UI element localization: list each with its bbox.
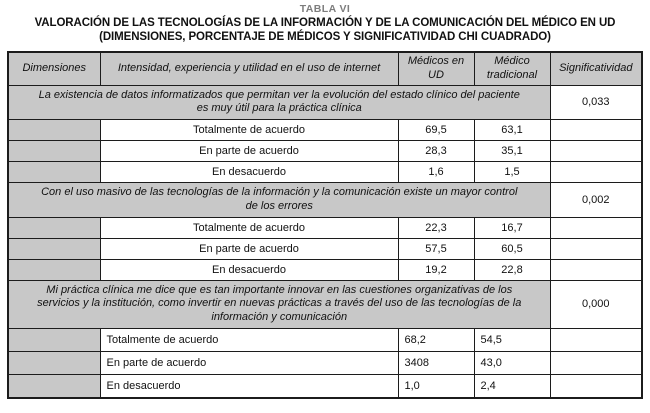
medicos-ud-value: 3408 (398, 351, 474, 374)
table-row (8, 374, 642, 398)
valuation-table (7, 51, 643, 399)
medicos-ud-value: 19,2 (398, 259, 474, 280)
table-row (8, 259, 642, 280)
dimension-row (8, 183, 642, 218)
table-row (8, 120, 642, 141)
col-header-intensidad: Intensidad, experiencia y utilidad en el uso de internet (100, 52, 398, 86)
dimension-spacer-cell (8, 120, 100, 141)
dimension-row (8, 85, 642, 120)
section-1 (8, 85, 642, 183)
significance-value: 0,033 (550, 85, 642, 120)
significance-empty-cell (550, 217, 642, 238)
dimension-spacer-cell (8, 374, 100, 398)
table-row (8, 217, 642, 238)
medico-tradicional-value: 16,7 (474, 217, 550, 238)
col-header-significatividad: Significatividad (550, 52, 642, 86)
medicos-ud-value: 22,3 (398, 217, 474, 238)
title-block (0, 0, 650, 45)
significance-empty-cell (550, 259, 642, 280)
significance-empty-cell (550, 120, 642, 141)
answer-label: Totalmente de acuerdo (100, 217, 398, 238)
dimension-statement: La existencia de datos informatizados que permitan ver la evolución del estado clínico del paciente es muy útil para la práctica clínica (8, 85, 550, 120)
dimension-row (8, 280, 642, 328)
table-row (8, 238, 642, 259)
answer-label: Totalmente de acuerdo (100, 120, 398, 141)
medico-tradicional-value: 54,5 (474, 328, 550, 351)
medico-tradicional-value: 63,1 (474, 120, 550, 141)
dimension-spacer-cell (8, 217, 100, 238)
answer-label: En desacuerdo (100, 374, 398, 398)
significance-value: 0,000 (550, 280, 642, 328)
medicos-ud-value: 57,5 (398, 238, 474, 259)
dimension-spacer-cell (8, 351, 100, 374)
medico-tradicional-value: 35,1 (474, 141, 550, 162)
medicos-ud-value: 1,0 (398, 374, 474, 398)
medicos-ud-value: 68,2 (398, 328, 474, 351)
table-number-label: TABLA VI (299, 3, 351, 15)
significance-empty-cell (550, 351, 642, 374)
significance-empty-cell (550, 162, 642, 183)
dimension-spacer-cell (8, 328, 100, 351)
significance-value: 0,002 (550, 183, 642, 218)
answer-label: En parte de acuerdo (100, 351, 398, 374)
table-header-row (8, 52, 642, 86)
answer-label: En desacuerdo (100, 259, 398, 280)
dimension-statement: Con el uso masivo de las tecnologías de la información y la comunicación existe un mayor control de los errores (8, 183, 550, 218)
table-row (8, 162, 642, 183)
page-subtitle: (DIMENSIONES, PORCENTAJE DE MÉDICOS Y SIGNIFICATIVIDAD CHI CUADRADO) (99, 31, 551, 44)
answer-label: Totalmente de acuerdo (100, 328, 398, 351)
table-row (8, 351, 642, 374)
medico-tradicional-value: 1,5 (474, 162, 550, 183)
significance-empty-cell (550, 328, 642, 351)
answer-label: En parte de acuerdo (100, 238, 398, 259)
medico-tradicional-value: 22,8 (474, 259, 550, 280)
medicos-ud-value: 1,6 (398, 162, 474, 183)
page-title: VALORACIÓN DE LAS TECNOLOGÍAS DE LA INFORMACIÓN Y DE LA COMUNICACIÓN DEL MÉDICO EN UD (34, 17, 616, 30)
significance-empty-cell (550, 141, 642, 162)
table-row (8, 328, 642, 351)
dimension-spacer-cell (8, 162, 100, 183)
col-header-medicos-ud: Médicos en UD (398, 52, 474, 86)
medico-tradicional-value: 60,5 (474, 238, 550, 259)
col-header-dimensiones: Dimensiones (8, 52, 100, 86)
dimension-spacer-cell (8, 238, 100, 259)
section-3 (8, 280, 642, 398)
table-row (8, 141, 642, 162)
medicos-ud-value: 28,3 (398, 141, 474, 162)
answer-label: En desacuerdo (100, 162, 398, 183)
col-header-medico-tradicional: Médico tradicional (474, 52, 550, 86)
dimension-statement: Mi práctica clínica me dice que es tan importante innovar en las cuestiones organizativas de los servicios y la institución, como invertir en nuevas prácticas a través del uso de las tecnologías de la información y comunicación (8, 280, 550, 328)
answer-label: En parte de acuerdo (100, 141, 398, 162)
medico-tradicional-value: 43,0 (474, 351, 550, 374)
significance-empty-cell (550, 238, 642, 259)
dimension-spacer-cell (8, 259, 100, 280)
medico-tradicional-value: 2,4 (474, 374, 550, 398)
section-2 (8, 183, 642, 281)
significance-empty-cell (550, 374, 642, 398)
dimension-spacer-cell (8, 141, 100, 162)
medicos-ud-value: 69,5 (398, 120, 474, 141)
